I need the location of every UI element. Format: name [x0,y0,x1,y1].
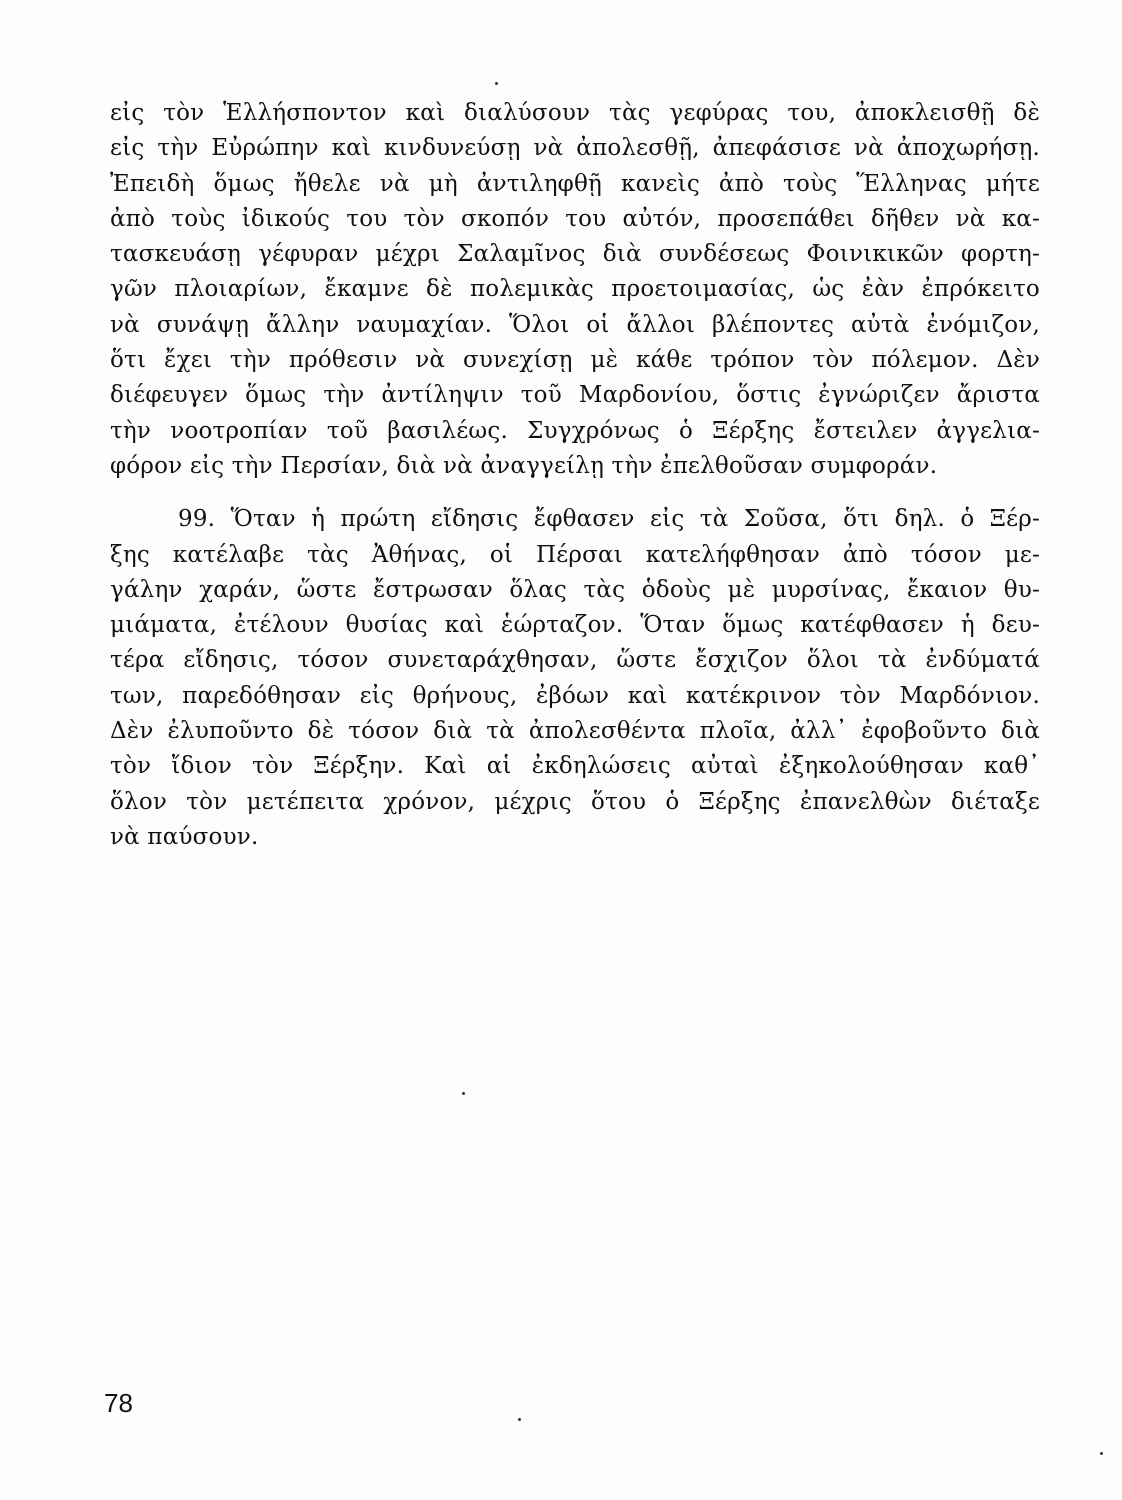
body-text [110,96,1040,855]
text-line: γῶν πλοιαρίων, ἔκαμνε δὲ πολεμικὰς προετοιμασίας, ὡς ἐὰν ἐπρόκειτο [110,276,1040,303]
text-line: γάλην χαράν, ὥστε ἔστρωσαν ὅλας τὰς ὁδοὺς μὲ μυρσίνας, ἔκαιον θυ- [110,576,1040,603]
text-line: ὅτι ἔχει τὴν πρόθεσιν νὰ συνεχίσῃ μὲ κάθε τρόπον τὸν πόλεμον. Δὲν [110,347,1040,374]
text-line: διέφευγεν ὅμως τὴν ἀντίληψιν τοῦ Μαρδονίου, ὅστις ἐγνώριζεν ἄριστα [110,382,1040,409]
text-line: Ἐπειδὴ ὅμως ἤθελε νὰ μὴ ἀντιληφθῇ κανεὶς ἀπὸ τοὺς Ἕλληνας μήτε [110,170,1040,197]
text-line: ἀπὸ τοὺς ἰδικούς του τὸν σκοπόν του αὐτόν, προσεπάθει δῆθεν νὰ κα- [110,205,1040,232]
text-line: ξης κατέλαβε τὰς Ἀθήνας, οἱ Πέρσαι κατελήφθησαν ἀπὸ τόσον με- [110,541,1040,568]
text-line: εἰς τὸν Ἑλλήσποντον καὶ διαλύσουν τὰς γεφύρας του, ἀποκλεισθῇ δὲ [110,100,1040,126]
text-line: νὰ παύσουν. [110,823,259,850]
text-line: Δὲν ἐλυποῦντο δὲ τόσον διὰ τὰ ἀπολεσθέντα πλοῖα, ἀλλ᾽ ἐφοβοῦντο διὰ [110,718,1040,745]
text-line: τασκευάσῃ γέφυραν μέχρι Σαλαμῖνος διὰ συνδέσεως Φοινικικῶν φορτη- [110,241,1040,268]
text-line: τὴν νοοτροπίαν τοῦ βασιλέως. Συγχρόνως ὁ Ξέρξης ἔστειλεν ἀγγελια- [110,417,1040,444]
scan-speck [462,1092,465,1095]
text-line: νὰ συνάψῃ ἄλλην ναυμαχίαν. Ὅλοι οἱ ἄλλοι βλέποντες αὐτὰ ἐνόμιζον, [110,311,1040,338]
paragraph-2 [110,502,1040,855]
paragraph-gap [110,484,1040,502]
scan-speck [1100,1452,1103,1455]
text-line: 99. Ὅταν ἡ πρώτη εἴδησις ἔφθασεν εἰς τὰ Σοῦσα, ὅτι δηλ. ὁ Ξέρ- [178,506,1040,533]
page-number: 78 [104,1388,133,1418]
paragraph-1 [110,96,1040,484]
text-line: μιάματα, ἐτέλουν θυσίας καὶ ἑώρταζον. Ὅταν ὅμως κατέφθασεν ἡ δευ- [110,612,1040,639]
scan-speck [518,1418,521,1421]
text-line: τὸν ἴδιον τὸν Ξέρξην. Καὶ αἱ ἐκδηλώσεις αὐταὶ ἐξηκολούθησαν καθ᾽ [110,753,1040,780]
text-line: των, παρεδόθησαν εἰς θρήνους, ἐβόων καὶ κατέκρινον τὸν Μαρδόνιον. [110,682,1040,709]
text-line: τέρα εἴδησις, τόσον συνεταράχθησαν, ὥστε ἔσχιζον ὅλοι τὰ ἐνδύματά [110,647,1040,674]
text-line: εἰς τὴν Εὐρώπην καὶ κινδυνεύσῃ νὰ ἀπολεσθῇ, ἀπεφάσισε νὰ ἀποχωρήσῃ. [110,135,1040,162]
text-line: φόρον εἰς τὴν Περσίαν, διὰ νὰ ἀναγγείλῃ τὴν ἐπελθοῦσαν συμφοράν. [110,452,938,479]
scan-speck [495,82,498,85]
text-line: ὅλον τὸν μετέπειτα χρόνον, μέχρις ὅτου ὁ Ξέρξης ἐπανελθὼν διέταξε [110,788,1040,815]
